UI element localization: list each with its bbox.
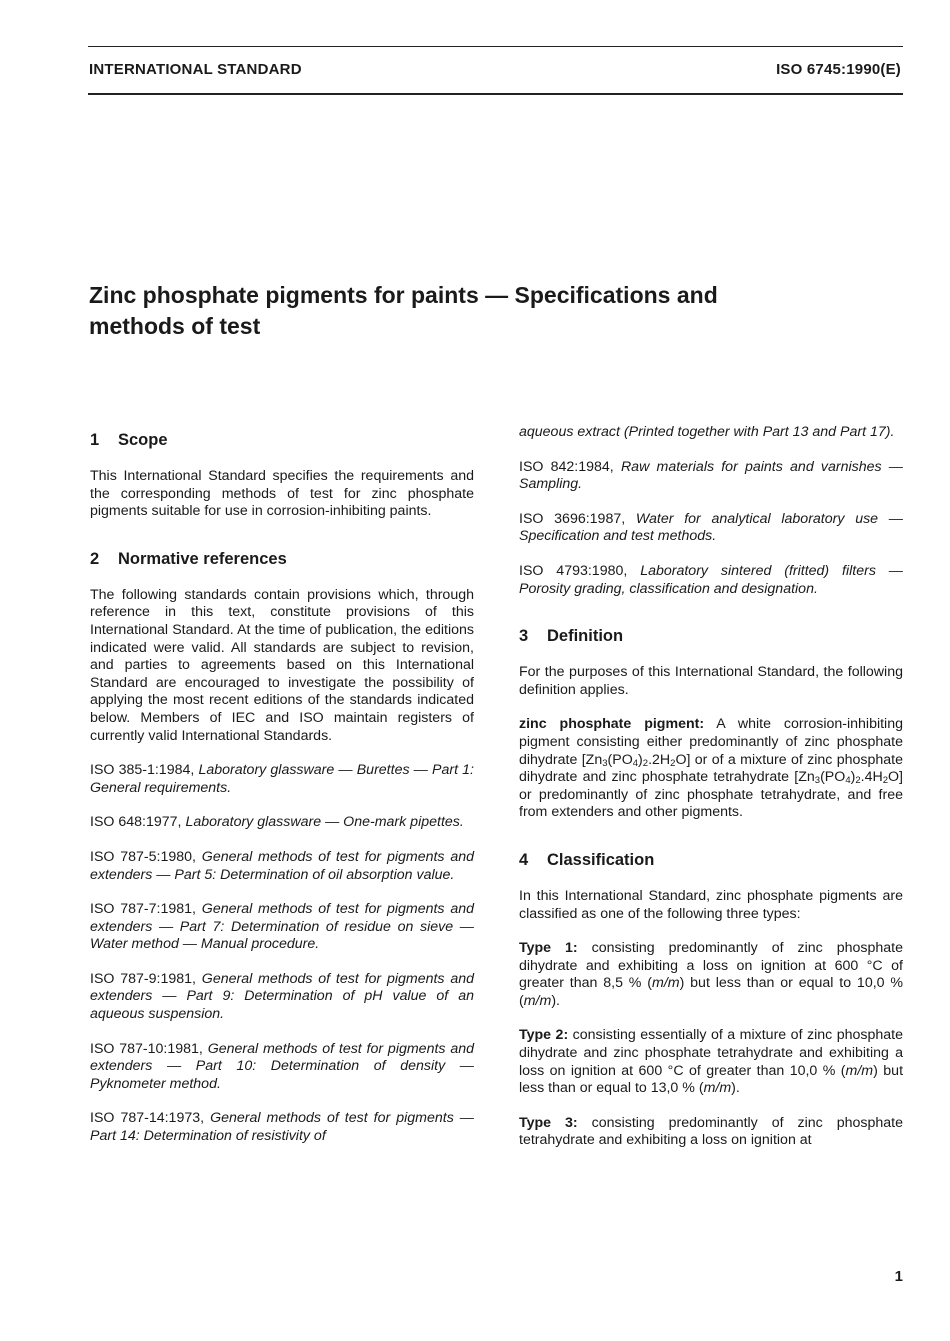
reference-item: ISO 648:1977, Laboratory glassware — One-mark pipettes. xyxy=(90,814,464,831)
normative-references-intro: The following standards contain provisions which, through reference in this text, constitute provisions of this International Standard. At the time of publication, the editions indicated were valid. All standards are subject to revision, and parties to agreements based on this International Standard are encouraged to investigate the possibility of applying the most recent editions of the standards indicated below. Members of IEC and ISO maintain registers of currently valid International Standards. xyxy=(90,586,474,744)
reference-item: ISO 385-1:1984, Laboratory glassware — Burettes — Part 1: General requirements. xyxy=(90,762,474,796)
definition-term: zinc phosphate pigment: xyxy=(519,716,705,733)
left-column xyxy=(90,424,474,1146)
definition-zinc-phosphate-pigment: zinc phosphate pigment: A white corrosion-inhibiting pigment consisting either predominantly of zinc phosphate dihydrate $[Zn_3(PO_4)_2.2H_2O]$ or of a mixture of zinc phosphate dihydrate and zinc phosphate tetrahydrate $[Zn_3(PO_4)_2.4H_2O]$ or predominantly of zinc phosphate tetrahydrate, and free from extenders and other pigments. xyxy=(519,716,904,821)
scope-text: This International Standard specifies the requirements and the corresponding methods of test for zinc phosphate pigments suitable for use in corrosion-inhibiting paints. xyxy=(90,468,474,520)
right-column xyxy=(519,424,903,1150)
classification-type-1: Type 1: consisting predominantly of zinc phosphate dihydrate and exhibiting a loss on ignition at 600 °C of greater than 8,5 % (m/m) but less than or equal to 10,0 % (m/m). xyxy=(519,940,903,1009)
title-line-2: methods of test xyxy=(89,313,261,339)
page-number: 1 xyxy=(894,1268,903,1285)
reference-item: ISO 842:1984, Raw materials for paints and varnishes — Sampling. xyxy=(519,458,903,493)
section-classification xyxy=(519,850,903,870)
section-heading-classification: 4 Classification xyxy=(519,850,655,869)
classification-intro: In this International Standard, zinc phosphate pigments are classified as one of the following three types: xyxy=(519,887,903,922)
classification-type-3: Type 3: consisting predominantly of zinc phosphate tetrahydrate and exhibiting a loss on ignition at xyxy=(519,1114,903,1149)
section-heading-definition: 3 Definition xyxy=(519,627,624,646)
classification-type-2: Type 2: consisting essentially of a mixture of zinc phosphate dihydrate and zinc phosphate tetrahydrate and exhibiting a loss on ignition at 600 °C of greater than 10,0 % (m/m) but less than or equal to 13,0 % (m/m). xyxy=(519,1027,904,1097)
header-standard-number: ISO 6745:1990(E) xyxy=(776,61,901,78)
section-heading-scope: 1 Scope xyxy=(90,431,168,449)
reference-item: ISO 787-14:1973, General methods of test for pigments — Part 14: Determination of resistivity of xyxy=(90,1110,474,1145)
reference-item: ISO 787-5:1980, General methods of test for pigments and extenders — Part 5: Determination of oil absorption value. xyxy=(90,848,474,883)
section-definition xyxy=(519,626,903,646)
section-heading-normative-references: 2 Normative references xyxy=(90,549,287,568)
header-standard-label: INTERNATIONAL STANDARD xyxy=(89,61,302,78)
reference-item: ISO 787-9:1981, General methods of test for pigments and extenders — Part 9: Determination of pH value of an aqueous suspension. xyxy=(90,970,474,1023)
document-title xyxy=(89,280,889,342)
header-bottom-rule xyxy=(88,93,903,95)
reference-item: ISO 787-7:1981, General methods of test for pigments and extenders — Part 7: Determination of residue on sieve — Water method — Manual procedure. xyxy=(90,901,474,953)
reference-continuation: aqueous extract (Printed together with Part 13 and Part 17). xyxy=(519,424,895,440)
definition-intro: For the purposes of this International Standard, the following definition applies. xyxy=(519,664,903,698)
reference-item: ISO 4793:1980, Laboratory sintered (fritted) filters — Porosity grading, classification and designation. xyxy=(519,562,903,597)
title-line-1: Zinc phosphate pigments for paints — Specifications and xyxy=(89,282,718,308)
section-normative-references xyxy=(90,549,474,569)
header-top-rule xyxy=(88,46,903,47)
reference-item: ISO 3696:1987, Water for analytical laboratory use — Specification and test methods. xyxy=(519,510,903,545)
section-scope xyxy=(90,430,474,450)
reference-item: ISO 787-10:1981, General methods of test for pigments and extenders — Part 10: Determination of density — Pyknometer method. xyxy=(90,1040,474,1092)
